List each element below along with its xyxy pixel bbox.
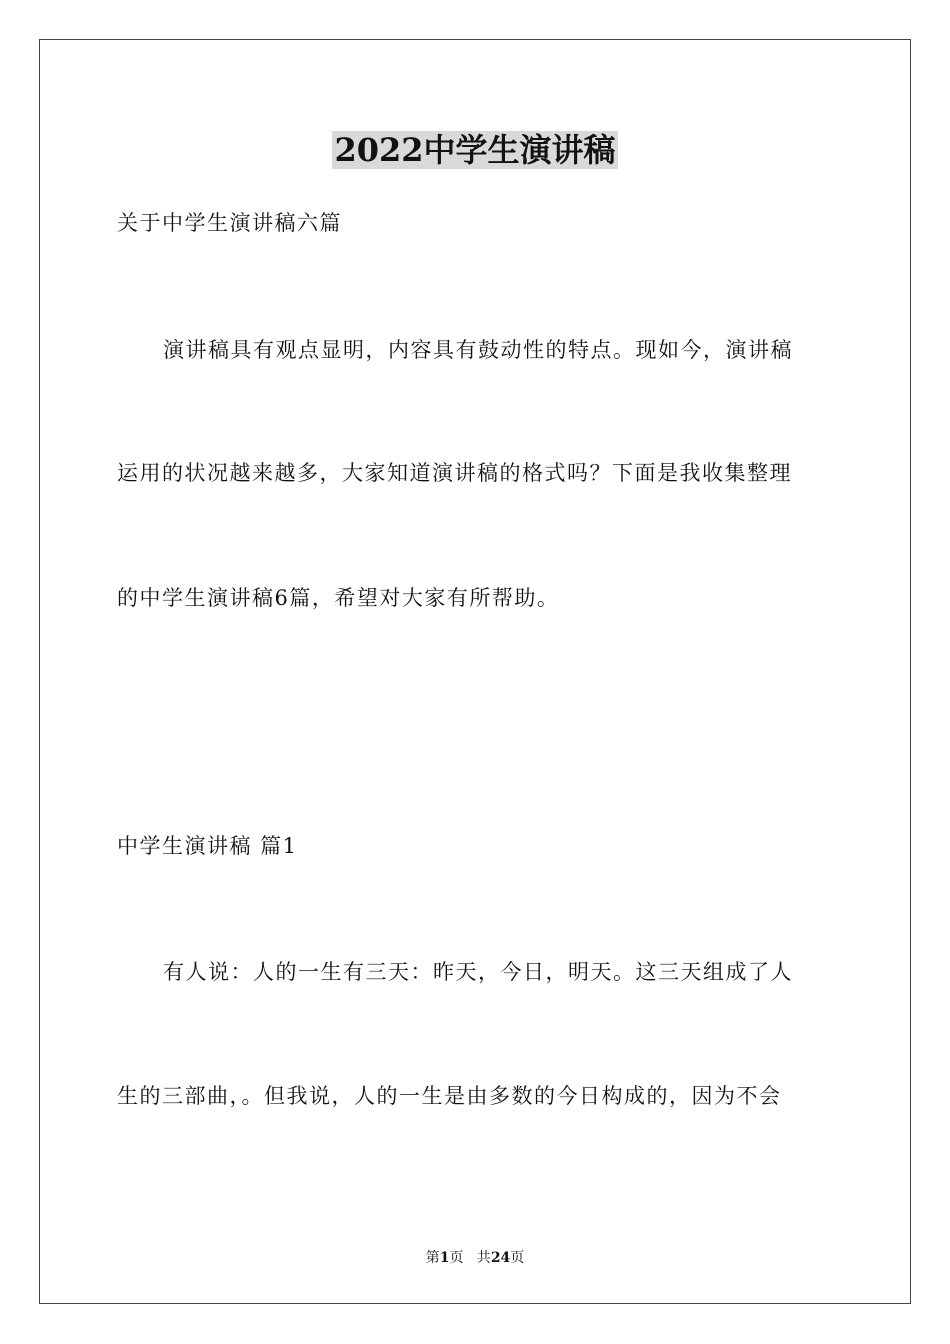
paragraph-line: 演讲稿具有观点显明，内容具有鼓动性的特点。现如今，演讲稿 <box>163 338 793 362</box>
document-title-text: 2022中学生演讲稿 <box>334 131 616 169</box>
document-title <box>0 128 950 172</box>
paragraph-line: 的中学生演讲稿6篇，希望对大家有所帮助。 <box>117 586 560 610</box>
section-heading: 中学生演讲稿 篇1 <box>117 834 298 858</box>
footer-total-pages: 24 <box>490 1250 511 1266</box>
paragraph-line: 运用的状况越来越多，大家知道演讲稿的格式吗？下面是我收集整理 <box>117 461 792 485</box>
footer-page-mid: 页 共 <box>449 1250 491 1266</box>
paragraph-line: 生的三部曲，。但我说，人的一生是由多数的今日构成的，因为不会 <box>117 1084 782 1108</box>
page-footer <box>0 1248 950 1268</box>
footer-page-prefix: 第 <box>425 1250 440 1266</box>
document-subtitle: 关于中学生演讲稿六篇 <box>117 211 342 235</box>
footer-page-number: 1 <box>439 1250 450 1266</box>
footer-page-suffix: 页 <box>510 1250 525 1266</box>
paragraph-line: 有人说：人的一生有三天：昨天，今日，明天。这三天组成了人 <box>163 960 793 984</box>
